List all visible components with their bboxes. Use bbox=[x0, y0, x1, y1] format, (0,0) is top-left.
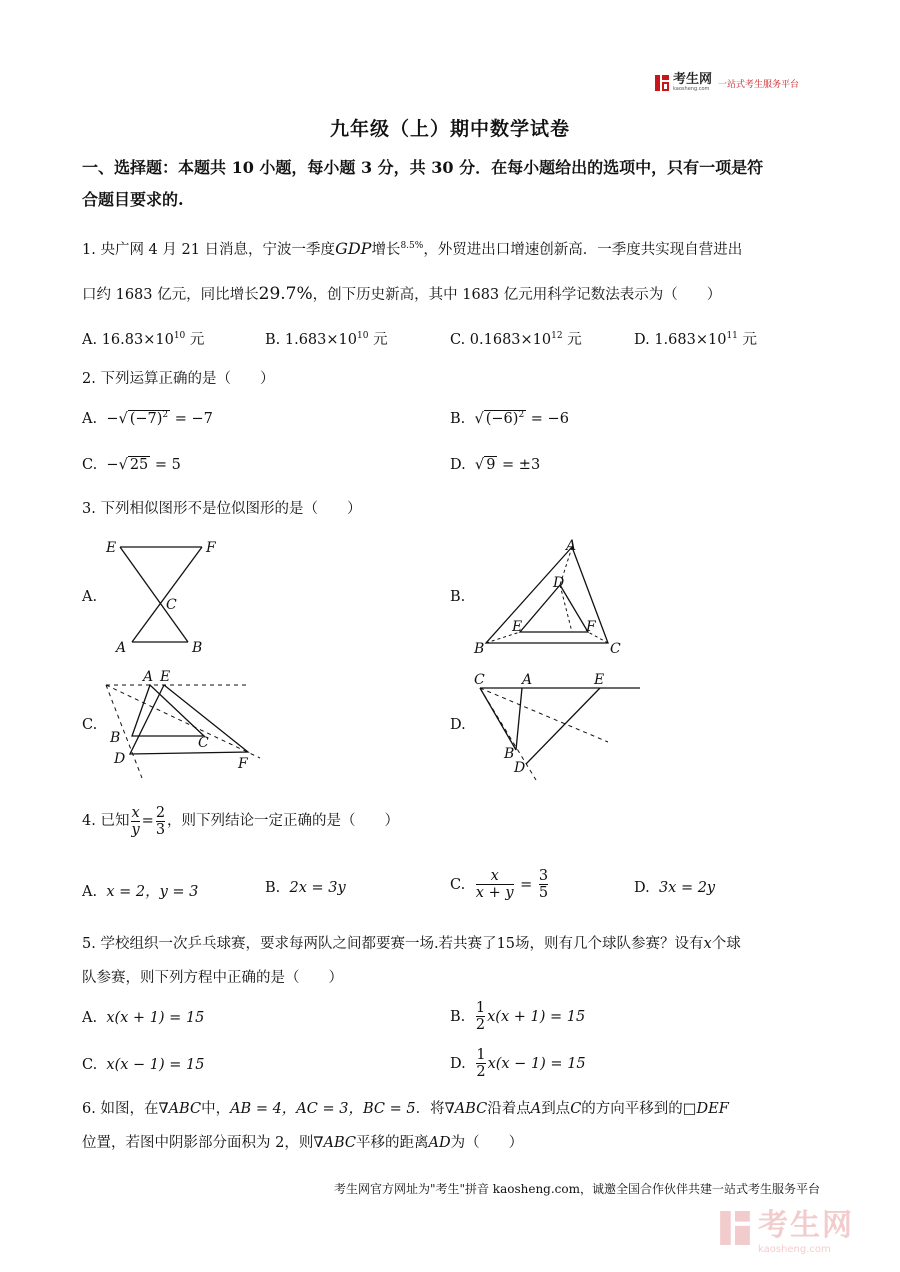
watermark bbox=[718, 1200, 854, 1255]
watermark-logo-icon bbox=[718, 1208, 752, 1248]
label-E: E bbox=[160, 669, 171, 685]
question-5: 5. 学校组织一次乒乓球赛，要求每两队之间都要赛一场.若共赛了15场，则有几个球队参赛？设有x个球 队参赛，则下列方程中正确的是（ ） bbox=[82, 936, 741, 986]
q1-option-d[interactable]: D. $1.683\times 10^{11}$ 元 bbox=[634, 331, 758, 348]
q1-text: ，创下历史新高，其中 1683 亿元用科学记数法表示为（ ） bbox=[312, 287, 722, 303]
q5-option-a[interactable]: A. x(x + 1) = 15 bbox=[82, 1010, 205, 1026]
q2-option-b[interactable]: B. √ $(-6)^2 = -6$ bbox=[450, 410, 569, 427]
q4-fraction-23: $\frac{2}{3}$ bbox=[155, 804, 166, 838]
q4-option-d[interactable]: D. 3x = 2y bbox=[634, 880, 716, 896]
label-E: E bbox=[512, 619, 523, 635]
question-4 bbox=[82, 804, 822, 838]
label-C: C bbox=[474, 672, 485, 688]
label-C: C bbox=[610, 641, 621, 657]
label-C: C bbox=[166, 597, 177, 613]
q2-option-c[interactable]: C. −√ 25 = 5 bbox=[82, 457, 181, 473]
question-1 bbox=[82, 229, 822, 312]
q1-option-b[interactable]: B. $1.683\times 10^{10}$ 元 bbox=[265, 331, 388, 348]
q4-option-c[interactable]: C. $\frac{x}{x + y}$ = $\frac{3}{5}$ bbox=[450, 868, 549, 901]
watermark-name: 考生网 bbox=[758, 1208, 854, 1243]
q5-n: 15 bbox=[496, 936, 516, 952]
q1-gdp: GDP bbox=[335, 239, 372, 258]
label-A: A bbox=[522, 672, 533, 688]
label-B: B bbox=[110, 730, 121, 746]
label-F: F bbox=[238, 756, 248, 772]
logo-mark-icon bbox=[654, 74, 670, 92]
q1-text: 口约 1683 亿元，同比增长 bbox=[82, 287, 259, 303]
q3-option-c[interactable]: C. bbox=[82, 717, 98, 733]
logo-slogan: 一站式考生服务平台 bbox=[718, 79, 800, 90]
label-F: F bbox=[586, 619, 596, 635]
section-heading bbox=[82, 152, 822, 216]
q3-figure-d bbox=[470, 668, 645, 783]
label-A: A bbox=[116, 640, 127, 656]
watermark-url: kaosheng.com bbox=[758, 1244, 831, 1255]
q5-option-b[interactable]: B. $\frac{1}{2}$ x(x + 1) = 15 bbox=[450, 1000, 586, 1033]
label-C: C bbox=[198, 735, 209, 751]
q1-option-c[interactable]: C. $0.1683\times 10^{12}$ 元 bbox=[450, 331, 582, 348]
label-E: E bbox=[594, 672, 605, 688]
header-logo bbox=[654, 72, 799, 94]
q3-option-a[interactable]: A. bbox=[82, 589, 98, 605]
label-D: D bbox=[114, 751, 126, 767]
q1-text: ，外贸进出口增速创新高．一季度共实现自营进出 bbox=[423, 242, 743, 258]
logo-name: 考生网 bbox=[673, 72, 713, 87]
q1-text: 1. 央广网 4 月 21 日消息，宁波一季度 bbox=[82, 242, 336, 258]
label-E: E bbox=[106, 540, 117, 556]
q5-var: x bbox=[703, 936, 712, 952]
label-D: D bbox=[553, 575, 565, 591]
page-title: 九年级（上）期中数学试卷 bbox=[329, 118, 570, 140]
q5-option-d[interactable]: D. $\frac{1}{2}$ x(x − 1) = 15 bbox=[450, 1047, 586, 1080]
q2-option-a[interactable]: A. −√ $(-7)^2 = -7$ bbox=[82, 410, 213, 427]
q3-option-b[interactable]: B. bbox=[450, 589, 466, 605]
section-line-2: 合题目要求的. bbox=[82, 190, 184, 209]
q4-fraction-xy: $\frac{x}{y}$ bbox=[131, 804, 140, 838]
q1-text: 增长 bbox=[371, 242, 401, 258]
q3-figure-b bbox=[470, 535, 630, 660]
question-3: 3. 下列相似图形不是位似图形的是（ ） bbox=[82, 501, 362, 517]
q3-figure-c bbox=[100, 668, 270, 783]
label-A: A bbox=[566, 538, 577, 554]
q4-option-a[interactable]: A. x = 2，y = 3 bbox=[82, 884, 199, 900]
q3-option-d[interactable]: D. bbox=[450, 717, 466, 733]
logo-url: kaosheng.com bbox=[673, 86, 710, 92]
label-B: B bbox=[504, 746, 515, 762]
q1-pct2: 29.7% bbox=[258, 284, 313, 304]
q4-eq: = bbox=[141, 813, 154, 829]
label-B: B bbox=[474, 641, 485, 657]
q1-option-a[interactable]: A. $16.83\times 10^{10}$ 元 bbox=[82, 331, 205, 348]
q1-pct1: 8.5% bbox=[400, 241, 424, 251]
label-F: F bbox=[206, 540, 216, 556]
label-D: D bbox=[514, 760, 526, 776]
q3-figure-a bbox=[100, 535, 220, 660]
q4-text: ，则下列结论一定正确的是（ ） bbox=[167, 813, 400, 829]
q4-option-b[interactable]: B. 2x = 3y bbox=[265, 880, 346, 896]
q5-option-c[interactable]: C. x(x − 1) = 15 bbox=[82, 1057, 205, 1073]
section-line-1: 一、选择题：本题共 10 小题，每小题 3 分，共 30 分．在每小题给出的选项中，只有一项是符 bbox=[82, 158, 764, 177]
q4-text: 4. 已知 bbox=[82, 813, 130, 829]
footer-note: 考生网官方网址为"考生"拼音 kaosheng.com，诚邀全国合作伙伴共建一站式考生服务平台 bbox=[333, 1182, 820, 1196]
q2-option-d[interactable]: D. √ 9 = ±3 bbox=[450, 457, 541, 473]
label-B: B bbox=[192, 640, 203, 656]
question-6: 6. 如图，在∇ABC中，AB = 4，AC = 3，BC = 5．将∇ABC沿着点A到点C的方向平移到的□DEF 位置，若图中阴影部分面积为 2，则∇ABC平移的距离AD为（ ） bbox=[82, 1101, 729, 1151]
question-2: 2. 下列运算正确的是（ ） bbox=[82, 371, 275, 387]
label-A: A bbox=[143, 669, 154, 685]
